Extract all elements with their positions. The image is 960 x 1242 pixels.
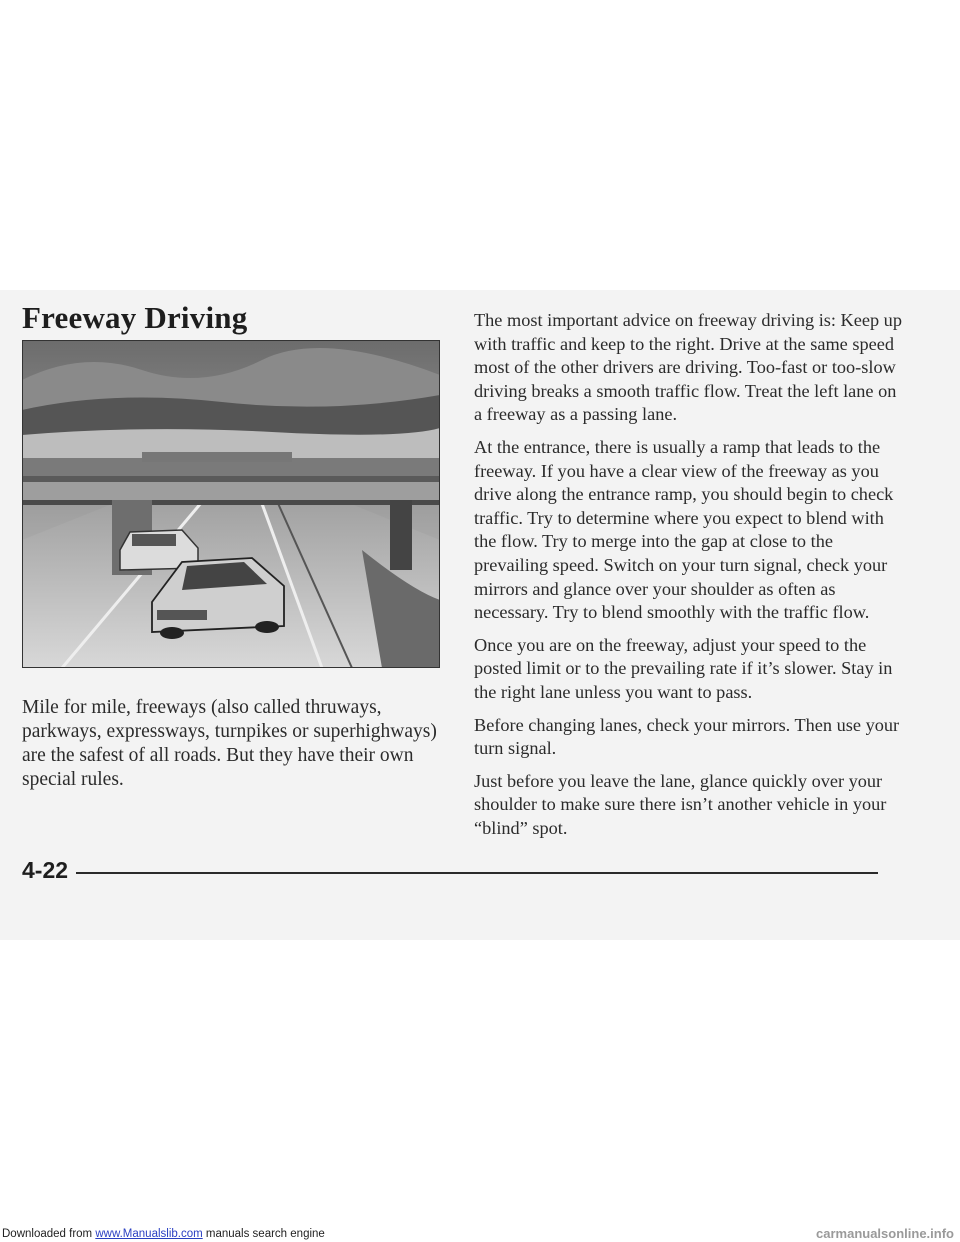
watermark: carmanualsonline.info xyxy=(816,1226,954,1241)
paragraph: Before changing lanes, check your mirrors. Then use your turn signal. xyxy=(474,714,900,759)
paragraph: At the entrance, there is usually a ramp that leads to the freeway. If you have a clear view of the freeway as you drive along the entrance ramp, you should begin to check traffic. Try to determine where you expect to blend with the flow. Try to merge into the gap at close to the prevailing speed. Switch on your turn signal, check your mirrors and glance over your shoulder as often as necessary. Try to blend smoothly with the traffic flow. xyxy=(474,436,894,623)
page-number: 4-22 xyxy=(22,857,69,883)
paragraph: Just before you leave the lane, glance quickly over your shoulder to make sure there isn’t another vehicle in your “blind” spot. xyxy=(474,770,887,838)
manualslib-link[interactable]: www.Manualslib.com xyxy=(95,1228,203,1240)
paragraph: The most important advice on freeway driving is: Keep up with traffic and keep to the right. Drive at the same speed most of the other drivers are driving. Too-fast or too-slow driving breaks a smooth traffic flow. Treat the left lane on a freeway as a passing lane. xyxy=(474,310,902,425)
advice-text xyxy=(474,309,904,849)
intro-text xyxy=(22,696,452,801)
freeway-illustration xyxy=(22,340,440,668)
banner-prefix: Downloaded from xyxy=(2,1228,96,1240)
download-banner xyxy=(2,1228,325,1240)
paragraph: Mile for mile, freeways (also called thruways, parkways, expressways, turnpikes or superhighways) are the safest of all roads. But they have their own special rules. xyxy=(22,697,437,790)
paragraph: Once you are on the freeway, adjust your speed to the posted limit or to the prevailing rate if it’s slower. Stay in the right lane unless you want to pass. xyxy=(474,634,893,702)
section-title: Freeway Driving xyxy=(22,300,248,335)
banner-suffix: manuals search engine xyxy=(202,1228,325,1240)
footer-rule xyxy=(76,872,878,874)
